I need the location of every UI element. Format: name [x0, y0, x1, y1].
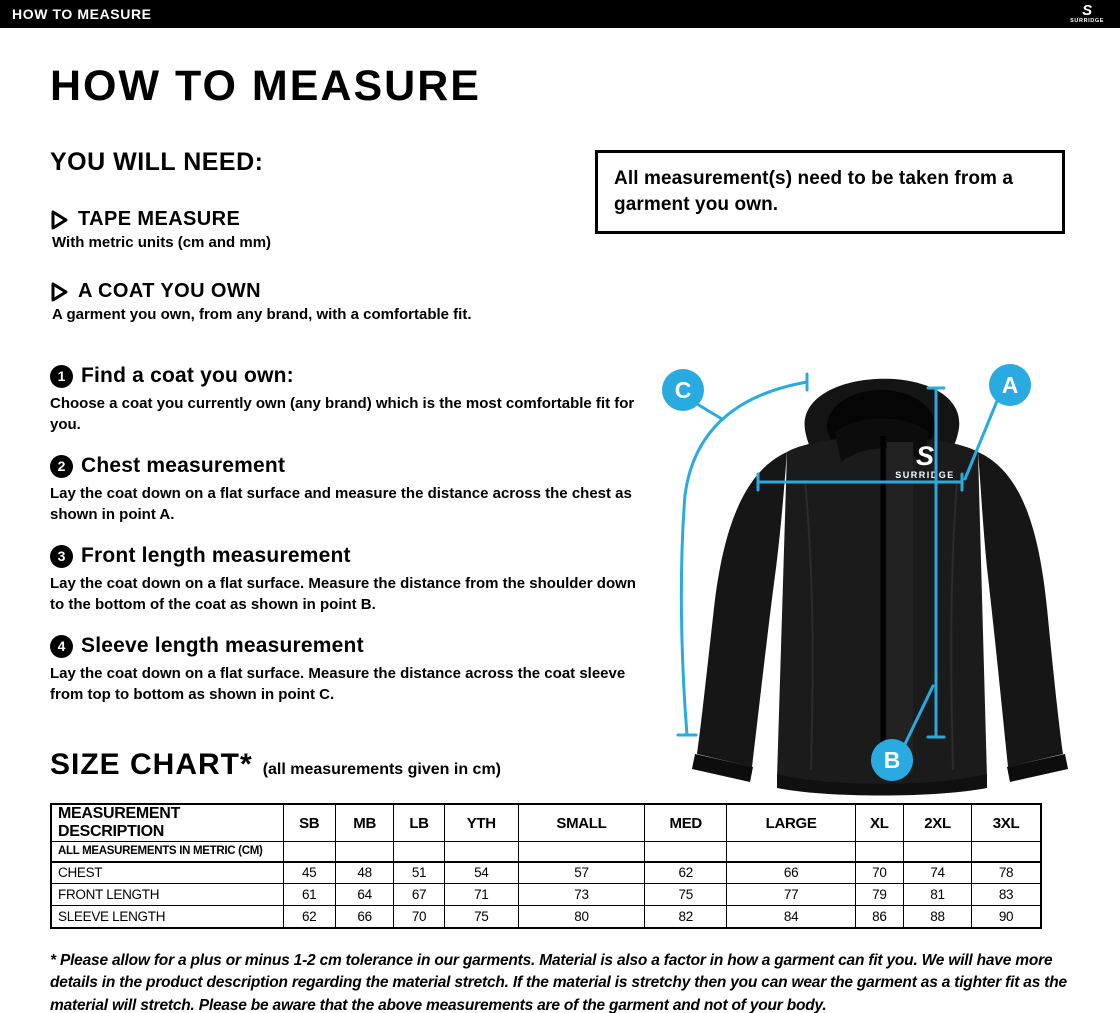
measurement-value-cell: 54: [444, 862, 518, 884]
step-number-badge: 2: [50, 455, 73, 478]
size-chart-column-header: MEASUREMENT DESCRIPTION: [51, 804, 283, 842]
label-c-text: C: [674, 377, 692, 403]
step-title: Sleeve length measurement: [81, 634, 364, 657]
measurement-value-cell: 51: [394, 862, 444, 884]
size-chart-note-cell: ALL MEASUREMENTS IN METRIC (CM): [51, 842, 283, 862]
measurement-value-cell: 73: [518, 884, 644, 906]
need-item-coat: [50, 280, 610, 323]
table-row: [51, 862, 1041, 884]
measurement-value-cell: 75: [444, 906, 518, 928]
measurement-value-cell: 57: [518, 862, 644, 884]
step-description: Lay the coat down on a flat surface. Measure the distance across the coat sleeve from top to bottom as shown in point C.: [50, 665, 626, 703]
measurement-value-cell: 48: [335, 862, 394, 884]
step-description: Choose a coat you currently own (any brand) which is the most comfortable fit for you.: [50, 395, 635, 433]
measurement-value-cell: 80: [518, 906, 644, 928]
step-2: [50, 454, 645, 525]
need-item-description: A garment you own, from any brand, with a comfortable fit.: [52, 306, 472, 323]
measurement-value-cell: 62: [645, 862, 727, 884]
size-chart-empty-cell: [727, 842, 855, 862]
measurement-row-label: SLEEVE LENGTH: [51, 906, 283, 928]
size-chart-column-header: MED: [645, 804, 727, 842]
label-a-text: A: [1001, 372, 1019, 398]
size-chart-column-header: SMALL: [518, 804, 644, 842]
surridge-brand-text: SURRIDGE: [1070, 18, 1104, 25]
step-3: [50, 544, 645, 615]
measurement-value-cell: 67: [394, 884, 444, 906]
step-number-badge: 1: [50, 365, 73, 388]
measurement-value-cell: 84: [727, 906, 855, 928]
jacket-logo-text: SURRIDGE: [895, 470, 955, 480]
size-chart-heading-row: [50, 748, 501, 782]
need-item-tape-measure: [50, 208, 610, 251]
step-description: Lay the coat down on a flat surface and measure the distance across the chest as shown in point A.: [50, 485, 632, 523]
measurement-value-cell: 83: [972, 884, 1041, 906]
jacket-illustration: [692, 379, 1068, 796]
top-bar: [0, 0, 1120, 28]
measurement-value-cell: 88: [903, 906, 971, 928]
measurement-value-cell: 66: [335, 906, 394, 928]
size-chart-empty-cell: [518, 842, 644, 862]
size-chart-note-row: [51, 842, 1041, 862]
measurement-value-cell: 45: [283, 862, 335, 884]
callout-box: [595, 150, 1065, 234]
measurement-value-cell: 75: [645, 884, 727, 906]
measurement-value-cell: 61: [283, 884, 335, 906]
size-chart-column-header: LARGE: [727, 804, 855, 842]
label-b-text: B: [883, 747, 901, 773]
step-title: Chest measurement: [81, 454, 286, 477]
size-chart-empty-cell: [855, 842, 903, 862]
disclaimer-text: * Please allow for a plus or minus 1-2 cm tolerance in our garments. Material is also a factor in how a garment can fit you. We will have more details in the product description regarding the material stretch. If the material is stretchy then you can wear the garment as a tighter fit as the material will stretch. Please be aware that the above measurements are of the garment and not of your body.: [50, 952, 1067, 1013]
size-chart-column-header: MB: [335, 804, 394, 842]
measurement-value-cell: 71: [444, 884, 518, 906]
size-chart-column-header: YTH: [444, 804, 518, 842]
size-chart-empty-cell: [335, 842, 394, 862]
size-chart-empty-cell: [903, 842, 971, 862]
measurement-value-cell: 86: [855, 906, 903, 928]
step-number-badge: 3: [50, 545, 73, 568]
measurement-value-cell: 62: [283, 906, 335, 928]
label-circle-a: [989, 364, 1031, 406]
step-description: Lay the coat down on a flat surface. Measure the distance from the shoulder down to the bottom of the coat as shown in point B.: [50, 575, 636, 613]
size-chart-heading: SIZE CHART*: [50, 748, 253, 781]
measurement-value-cell: 82: [645, 906, 727, 928]
size-chart-header-row: [51, 804, 1041, 842]
size-chart-empty-cell: [645, 842, 727, 862]
size-chart-column-header: 2XL: [903, 804, 971, 842]
size-chart-empty-cell: [444, 842, 518, 862]
top-bar-title: HOW TO MEASURE: [12, 6, 152, 22]
measurement-value-cell: 64: [335, 884, 394, 906]
measurement-value-cell: 74: [903, 862, 971, 884]
measurement-value-cell: 77: [727, 884, 855, 906]
table-row: [51, 906, 1041, 928]
need-item-description: With metric units (cm and mm): [52, 234, 272, 251]
step-title: Front length measurement: [81, 544, 351, 567]
label-circle-b: [871, 739, 913, 781]
you-will-need-heading: YOU WILL NEED:: [50, 148, 264, 176]
measurement-row-label: FRONT LENGTH: [51, 884, 283, 906]
step-1: [50, 364, 645, 435]
need-item-title: A COAT YOU OWN: [78, 280, 262, 302]
jacket-measurement-diagram: [635, 330, 1105, 800]
size-chart-empty-cell: [283, 842, 335, 862]
measurement-value-cell: 79: [855, 884, 903, 906]
size-chart: [50, 803, 1042, 929]
step-title: Find a coat you own:: [81, 364, 294, 387]
page-title: HOW TO MEASURE: [50, 62, 481, 110]
size-chart-subheading: (all measurements given in cm): [262, 761, 501, 778]
measurement-value-cell: 81: [903, 884, 971, 906]
callout-text: All measurement(s) need to be taken from a garment you own.: [614, 168, 1014, 216]
measurement-row-label: CHEST: [51, 862, 283, 884]
measurement-value-cell: 78: [972, 862, 1041, 884]
measurement-value-cell: 66: [727, 862, 855, 884]
measurement-value-cell: 70: [394, 906, 444, 928]
size-chart-column-header: XL: [855, 804, 903, 842]
measurement-value-cell: 70: [855, 862, 903, 884]
surridge-monogram-icon: S: [1082, 2, 1093, 20]
triangle-bullet-icon: [50, 281, 69, 303]
size-chart-table: [50, 803, 1042, 929]
size-chart-empty-cell: [394, 842, 444, 862]
surridge-logo-small: [1070, 3, 1108, 25]
size-chart-body: [51, 862, 1041, 928]
need-item-title: TAPE MEASURE: [78, 208, 241, 230]
label-circle-c: [662, 369, 704, 411]
size-chart-column-header: 3XL: [972, 804, 1041, 842]
measurement-value-cell: 90: [972, 906, 1041, 928]
size-chart-empty-cell: [972, 842, 1041, 862]
step-4: [50, 634, 645, 705]
step-number-badge: 4: [50, 635, 73, 658]
size-chart-column-header: SB: [283, 804, 335, 842]
jacket-logo-monogram: S: [915, 441, 935, 471]
table-row: [51, 884, 1041, 906]
size-chart-column-header: LB: [394, 804, 444, 842]
triangle-bullet-icon: [50, 209, 69, 231]
